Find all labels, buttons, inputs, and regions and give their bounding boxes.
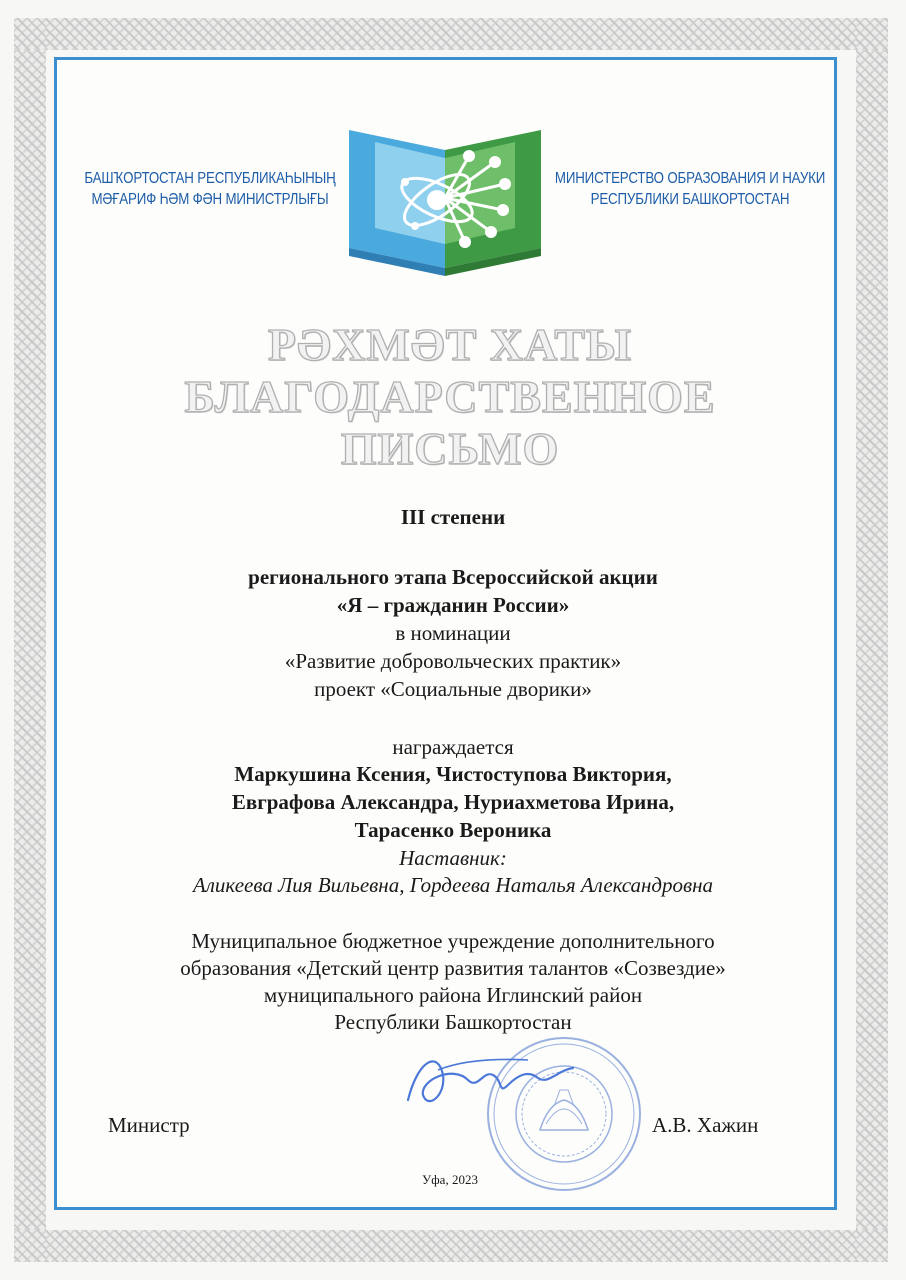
ministry-bashkir-line2: МӘҒАРИФ ҺӘМ ФӘН МИНИСТРЛЫҒЫ <box>91 191 329 208</box>
recipients-line3: Тарасенко Вероника <box>354 818 552 842</box>
nomination-intro: в номинации <box>395 621 511 645</box>
organization-line3: муниципального района Иглинский район <box>263 983 643 1007</box>
ministry-name-bashkir <box>64 168 356 210</box>
title-russian-line1: БЛАГОДАРСТВЕННОЕ <box>184 371 716 422</box>
project: проект «Социальные дворики» <box>314 677 592 701</box>
recipients-line1: Маркушина Ксения, Чистоступова Виктория, <box>234 762 672 786</box>
awarded-label: награждается <box>392 735 514 759</box>
ministry-russian-line2: РЕСПУБЛИКИ БАШКОРТОСТАН <box>590 191 790 208</box>
organization-line1: Муниципальное бюджетное учреждение дополнительного <box>191 929 715 953</box>
title-bashkir: РӘХМӘТ ХАТЫ <box>267 319 633 370</box>
minister-signature-icon <box>398 1040 598 1120</box>
city-year: Уфа, 2023 <box>422 1172 478 1187</box>
degree: III степени <box>400 505 506 529</box>
ministry-russian-line1: МИНИСТЕРСТВО ОБРАЗОВАНИЯ И НАУКИ <box>554 170 826 187</box>
organization-line2: образования «Детский центр развития талантов «Созвездие» <box>180 956 726 980</box>
nomination: «Развитие добровольческих практик» <box>284 649 622 673</box>
mentor-label: Наставник: <box>399 846 507 870</box>
event-line1: регионального этапа Всероссийской акции <box>248 565 658 589</box>
signer-name: А.В. Хажин <box>652 1113 759 1137</box>
ministry-book-logo-icon <box>345 118 545 278</box>
ministry-name-russian <box>535 168 845 210</box>
organization-line4: Республики Башкортостан <box>334 1010 572 1034</box>
event-line2: «Я – гражданин России» <box>336 593 570 617</box>
recipients-line2: Евграфова Александра, Нуриахметова Ирина, <box>231 790 675 814</box>
title-russian-line2: ПИСЬМО <box>340 423 560 474</box>
signer-position: Министр <box>108 1113 190 1137</box>
ministry-bashkir-line1: БАШҠОРТОСТАН РЕСПУБЛИКАҺЫНЫҢ <box>84 170 336 187</box>
mentors: Аликеева Лия Вильевна, Гордеева Наталья Александровна <box>192 873 714 897</box>
